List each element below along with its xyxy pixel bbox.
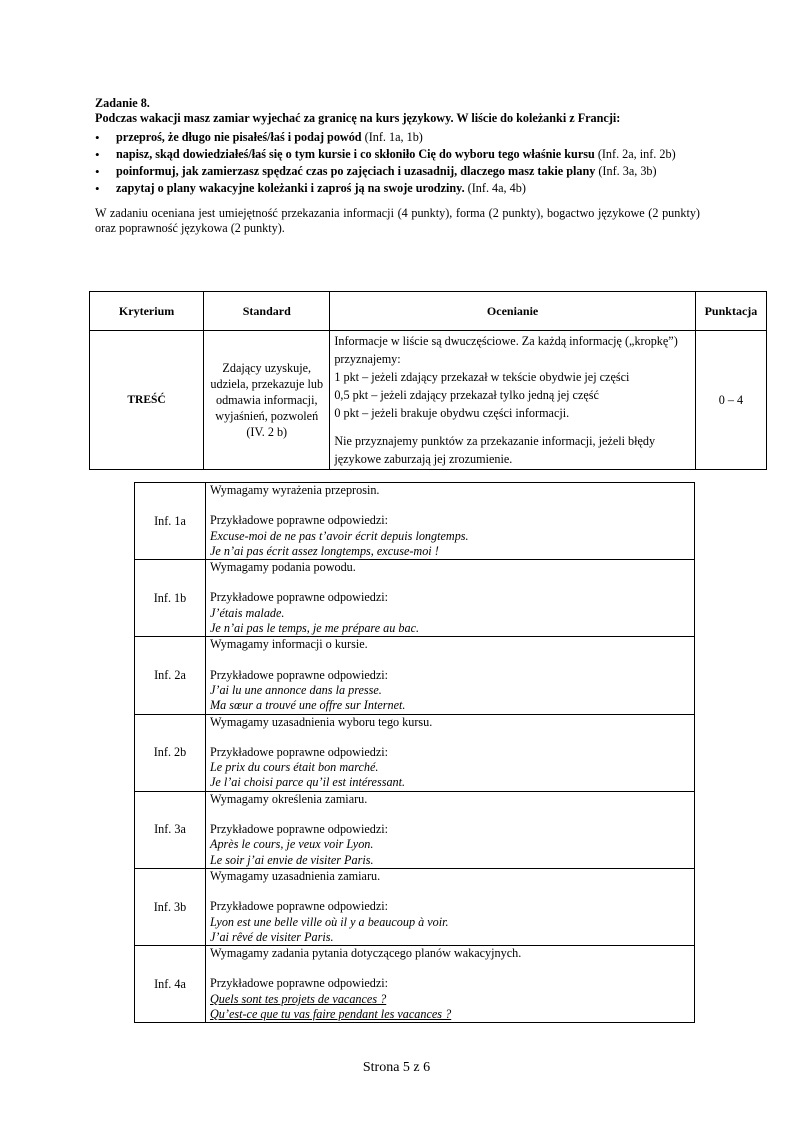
example-answer: Je n’ai pas écrit assez longtemps, excuse-moi ! — [210, 543, 439, 558]
inf-label: Inf. 3a — [135, 791, 206, 868]
evaluation-cell — [330, 331, 696, 470]
inf-label: Inf. 2a — [135, 637, 206, 714]
example-label: Przykładowe poprawne odpowiedzi: — [210, 590, 389, 605]
answer-content — [206, 637, 695, 714]
answer-row — [135, 483, 695, 560]
answer-row — [135, 637, 695, 714]
scoring-note: W zadaniu oceniana jest umiejętność przekazania informacji (4 punkty), forma (2 punkty), bogactwo językowe (2 punkty) oraz poprawność językowa (2 punkty). — [95, 206, 700, 235]
answer-content — [206, 560, 695, 637]
example-label: Przykładowe poprawne odpowiedzi: — [210, 899, 389, 914]
inf-label: Inf. 1a — [135, 483, 206, 560]
example-answer: Je n’ai pas le temps, je me prépare au bac. — [210, 621, 420, 636]
requirement: Wymagamy uzasadnienia zamiaru. — [210, 868, 381, 883]
eval-line: Informacje w liście są dwuczęściowe. Za każdą informację („kropkę”) przyznajemy: — [334, 334, 678, 366]
example-answer: Excuse-moi de ne pas t’avoir écrit depuis longtemps. — [210, 528, 469, 543]
answer-row — [135, 714, 695, 791]
task-title: Zadanie 8. — [95, 96, 150, 110]
task-section — [95, 96, 700, 236]
example-answer: Qu’est-ce que tu vas faire pendant les vacances ? — [210, 1007, 452, 1022]
page-number: Strona 5 z 6 — [362, 1060, 431, 1075]
requirement: Wymagamy zadania pytania dotyczącego planów wakacyjnych. — [210, 946, 522, 961]
task-bullet: • poinformuj, jak zamierzasz spędzać czas po zajęciach i uzasadnij, dlaczego masz takie plany (Inf. 3a, 3b) — [95, 164, 700, 179]
task-bullet: • przeproś, że długo nie pisałeś/łaś i podaj powód (Inf. 1a, 1b) — [95, 130, 700, 145]
criteria-row — [90, 331, 767, 470]
example-answer: J’ai lu une annonce dans la presse. — [210, 682, 382, 697]
requirement: Wymagamy podania powodu. — [210, 560, 356, 575]
task-bullet: • zapytaj o plany wakacyjne koleżanki i zaproś ją na swoje urodziny. (Inf. 4a, 4b) — [95, 181, 700, 196]
answer-content — [206, 714, 695, 791]
example-answer: Le prix du cours était bon marché. — [210, 760, 379, 775]
example-label: Przykładowe poprawne odpowiedzi: — [210, 513, 389, 528]
standard-cell: Zdający uzyskuje, udziela, przekazuje lub odmawia informacji, wyjaśnień, pozwoleń (IV. 2 b) — [204, 331, 330, 470]
points-cell: 0 – 4 — [695, 331, 766, 470]
example-answer: J’étais malade. — [210, 605, 285, 620]
answer-row — [135, 791, 695, 868]
answer-content — [206, 791, 695, 868]
eval-line: 0 pkt – jeżeli brakuje obydwu części informacji. — [334, 406, 570, 420]
answer-content — [206, 868, 695, 945]
header-evaluation: Ocenianie — [330, 292, 696, 331]
example-answer: Le soir j’ai envie de visiter Paris. — [210, 852, 374, 867]
example-label: Przykładowe poprawne odpowiedzi: — [210, 667, 389, 682]
inf-label: Inf. 4a — [135, 946, 206, 1023]
example-answer: Après le cours, je veux voir Lyon. — [210, 837, 374, 852]
task-intro: Podczas wakacji masz zamiar wyjechać za granicę na kurs językowy. W liście do koleżanki z Francji: — [95, 111, 621, 125]
requirement: Wymagamy określenia zamiaru. — [210, 791, 368, 806]
header-criterion: Kryterium — [90, 292, 204, 331]
example-label: Przykładowe poprawne odpowiedzi: — [210, 744, 389, 759]
criteria-header-row — [90, 292, 767, 331]
example-answer: Ma sœur a trouvé une offre sur Internet. — [210, 698, 406, 713]
example-label: Przykładowe poprawne odpowiedzi: — [210, 822, 389, 837]
inf-label: Inf. 1b — [135, 560, 206, 637]
task-bullet-list — [95, 130, 700, 196]
criterion-cell: TREŚĆ — [90, 331, 204, 470]
requirement: Wymagamy informacji o kursie. — [210, 637, 368, 652]
example-label: Przykładowe poprawne odpowiedzi: — [210, 976, 389, 991]
inf-label: Inf. 3b — [135, 868, 206, 945]
answer-row — [135, 868, 695, 945]
example-answer: Quels sont tes projets de vacances ? — [210, 991, 387, 1006]
header-standard: Standard — [204, 292, 330, 331]
requirement: Wymagamy wyrażenia przeprosin. — [210, 483, 380, 497]
eval-line: 0,5 pkt – jeżeli zdający przekazał tylko jedną jej część — [334, 388, 599, 402]
answer-row — [135, 560, 695, 637]
answer-content — [206, 946, 695, 1023]
answer-row — [135, 946, 695, 1023]
example-answer: Lyon est une belle ville où il y a beaucoup à voir. — [210, 914, 449, 929]
header-points: Punktacja — [695, 292, 766, 331]
example-answer: Je l’ai choisi parce qu’il est intéressant. — [210, 775, 406, 790]
eval-note: Nie przyznajemy punktów za przekazanie informacji, jeżeli błędy językowe zaburzają jej zrozumienie. — [334, 434, 656, 466]
criteria-table — [89, 291, 767, 470]
answers-table — [134, 482, 695, 1023]
inf-label: Inf. 2b — [135, 714, 206, 791]
answer-content — [206, 483, 695, 560]
requirement: Wymagamy uzasadnienia wyboru tego kursu. — [210, 714, 433, 729]
example-answer: J’ai rêvé de visiter Paris. — [210, 929, 334, 944]
eval-line: 1 pkt – jeżeli zdający przekazał w tekście obydwie jej części — [334, 370, 630, 384]
task-bullet: • napisz, skąd dowiedziałeś/łaś się o tym kursie i co skłoniło Cię do wyboru tego właśnie kursu (Inf. 2a, inf. 2b) — [95, 147, 700, 162]
